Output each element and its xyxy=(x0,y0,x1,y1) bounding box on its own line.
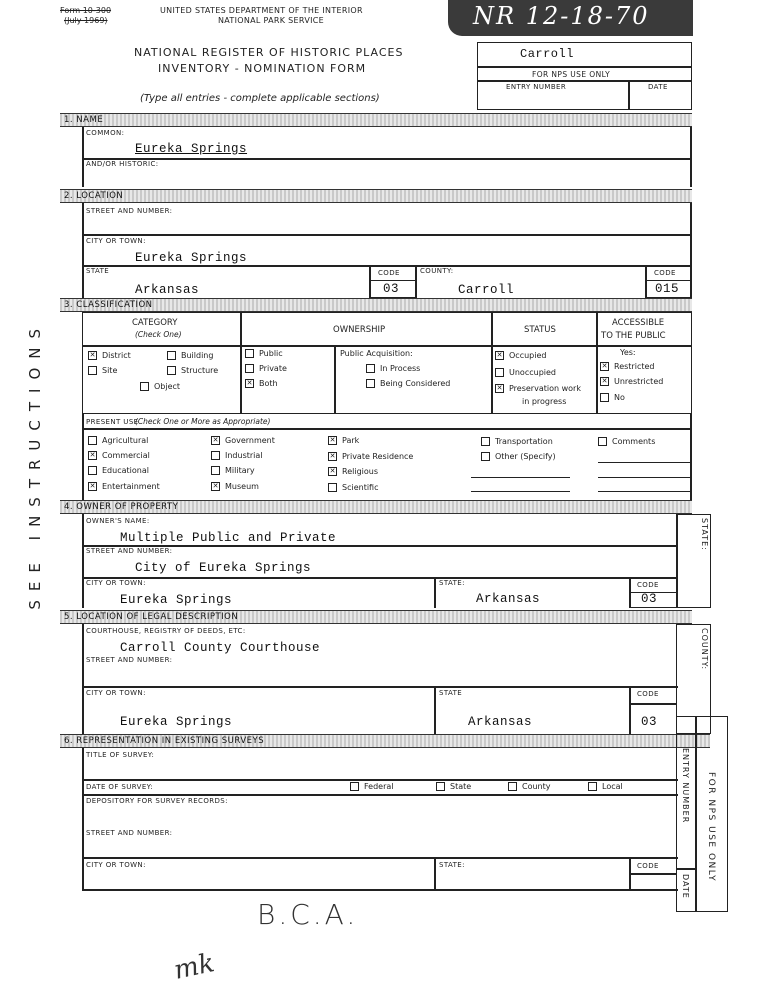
courthouse-label: COURTHOUSE, REGISTRY OF DEEDS, ETC: xyxy=(86,627,246,635)
checkbox-government[interactable]: ✕ Government xyxy=(211,436,275,445)
category-header: CATEGORY xyxy=(132,318,178,328)
entry-number-label: ENTRY NUMBER xyxy=(506,83,567,91)
handwritten-initials: B.C.A. xyxy=(257,898,359,931)
checkbox-no[interactable]: No xyxy=(600,393,625,402)
form-date: (July 1969) xyxy=(64,16,108,25)
courthouse-value: Carroll County Courthouse xyxy=(120,641,321,655)
form-number: Form 10-300 xyxy=(60,6,112,15)
checkbox-private[interactable]: Private xyxy=(245,364,287,373)
checkbox-educational[interactable]: Educational xyxy=(88,466,149,475)
checkbox-preservation-work[interactable]: ✕ Preservation work xyxy=(495,384,581,393)
county-value: Carroll xyxy=(458,283,515,297)
survey-state-label: STATE: xyxy=(439,861,465,869)
yes-label: Yes: xyxy=(620,348,636,357)
checkbox-occupied[interactable]: ✕ Occupied xyxy=(495,351,546,360)
city-value: Eureka Springs xyxy=(135,251,248,265)
historic-label: AND/OR HISTORIC: xyxy=(86,160,159,168)
survey-code-label: CODE xyxy=(637,862,659,870)
agency-line1: UNITED STATES DEPARTMENT OF THE INTERIOR xyxy=(160,6,363,15)
preservation-sub: in progress xyxy=(522,397,567,406)
owner-street-value: City of Eureka Springs xyxy=(135,561,312,575)
date-label: DATE xyxy=(648,83,668,91)
checkbox-restricted[interactable]: ✕ Restricted xyxy=(600,362,654,371)
stamp-text: NR 12-18-70 xyxy=(473,2,650,30)
legal-state-label: STATE xyxy=(439,689,463,697)
owner-code-value: 03 xyxy=(641,592,658,606)
section-5-header: 5. LOCATION OF LEGAL DESCRIPTION xyxy=(60,610,692,624)
category-sub: (Check One) xyxy=(135,330,182,339)
checkbox-unoccupied[interactable]: Unoccupied xyxy=(495,368,556,377)
legal-city-value: Eureka Springs xyxy=(120,715,233,729)
checkbox-federal[interactable]: Federal xyxy=(350,782,394,791)
checkbox-entertainment[interactable]: ✕ Entertainment xyxy=(88,482,160,491)
county-label: COUNTY: xyxy=(420,267,454,275)
checkbox-commercial[interactable]: ✕ Commercial xyxy=(88,451,150,460)
survey-title-label: TITLE OF SURVEY: xyxy=(86,751,155,759)
checkbox-comments[interactable]: Comments xyxy=(598,437,655,446)
owner-code-label: CODE xyxy=(637,581,659,589)
city-label: CITY OR TOWN: xyxy=(86,237,146,245)
checkbox-industrial[interactable]: Industrial xyxy=(211,451,263,460)
checkbox-military[interactable]: Military xyxy=(211,466,255,475)
state-label: STATE xyxy=(86,267,110,275)
checkbox-scientific[interactable]: Scientific xyxy=(328,483,379,492)
county-box-value: Carroll xyxy=(520,47,574,61)
public-acquisition-label: Public Acquisition: xyxy=(340,349,413,358)
form-instructions: (Type all entries - complete applicable sections) xyxy=(140,93,380,104)
present-use-sub: (Check One or More as Appropriate) xyxy=(135,417,271,426)
nps-use-side: FOR NPS USE ONLY xyxy=(706,772,716,883)
entry-number-side: ENTRY NUMBER xyxy=(681,748,690,824)
accessible-header-1: ACCESSIBLE xyxy=(612,318,665,328)
accessible-header-2: TO THE PUBLIC xyxy=(601,331,666,341)
owner-street-label: STREET AND NUMBER: xyxy=(86,547,173,555)
checkbox-agricultural[interactable]: Agricultural xyxy=(88,436,148,445)
owner-label: OWNER'S NAME: xyxy=(86,517,150,525)
status-header: STATUS xyxy=(524,325,556,335)
checkbox-object[interactable]: Object xyxy=(140,382,180,391)
checkbox-public[interactable]: Public xyxy=(245,349,283,358)
see-instructions: SEE INSTRUCTIONS xyxy=(26,320,44,610)
checkbox-building[interactable]: Building xyxy=(167,351,213,360)
checkbox-being-considered[interactable]: Being Considered xyxy=(366,379,450,388)
county-code: 015 xyxy=(655,282,680,296)
section-4-header: 4. OWNER OF PROPERTY xyxy=(60,500,692,514)
state-code-label: CODE xyxy=(378,269,400,277)
form-title-1: NATIONAL REGISTER OF HISTORIC PLACES xyxy=(134,46,404,59)
section-1-header: 1. NAME xyxy=(60,113,692,127)
nps-use-label: FOR NPS USE ONLY xyxy=(532,70,611,79)
street-label: STREET AND NUMBER: xyxy=(86,207,173,215)
agency-line2: NATIONAL PARK SERVICE xyxy=(218,16,324,25)
legal-state-value: Arkansas xyxy=(468,715,533,729)
common-value: Eureka Springs xyxy=(135,142,248,156)
owner-value: Multiple Public and Private xyxy=(120,531,337,545)
checkbox-other[interactable]: Other (Specify) xyxy=(481,452,556,461)
legal-code-label: CODE xyxy=(637,690,659,698)
checkbox-site[interactable]: Site xyxy=(88,366,117,375)
checkbox-transportation[interactable]: Transportation xyxy=(481,437,553,446)
state-side-label: STATE: xyxy=(700,518,709,551)
common-label: COMMON: xyxy=(86,129,125,137)
checkbox-county[interactable]: County xyxy=(508,782,551,791)
checkbox-district[interactable]: ✕ District xyxy=(88,351,131,360)
legal-city-label: CITY OR TOWN: xyxy=(86,689,146,697)
section-6-header: 6. REPRESENTATION IN EXISTING SURVEYS xyxy=(60,734,710,748)
owner-city-value: Eureka Springs xyxy=(120,593,233,607)
owner-city-label: CITY OR TOWN: xyxy=(86,579,146,587)
survey-street-label: STREET AND NUMBER: xyxy=(86,829,173,837)
survey-city-label: CITY OR TOWN: xyxy=(86,861,146,869)
handwritten-scribble: mk xyxy=(171,948,218,986)
county-code-label: CODE xyxy=(654,269,676,277)
county-side-label: COUNTY: xyxy=(700,628,709,671)
state-value: Arkansas xyxy=(135,283,200,297)
owner-state-value: Arkansas xyxy=(476,592,541,606)
state-code: 03 xyxy=(383,282,400,296)
section-3-header: 3. CLASSIFICATION xyxy=(60,298,692,312)
checkbox-park[interactable]: ✕ Park xyxy=(328,436,359,445)
survey-date-label: DATE OF SURVEY: xyxy=(86,783,154,791)
checkbox-state[interactable]: State xyxy=(436,782,471,791)
checkbox-private-residence[interactable]: ✕ Private Residence xyxy=(328,452,413,461)
checkbox-religious[interactable]: ✕ Religious xyxy=(328,467,378,476)
date-side: DATE xyxy=(681,874,690,899)
checkbox-in-process[interactable]: In Process xyxy=(366,364,420,373)
section-2-header: 2. LOCATION xyxy=(60,189,692,203)
checkbox-local[interactable]: Local xyxy=(588,782,623,791)
checkbox-museum[interactable]: ✕ Museum xyxy=(211,482,259,491)
legal-code-value: 03 xyxy=(641,715,658,729)
checkbox-unrestricted[interactable]: ✕ Unrestricted xyxy=(600,377,663,386)
depository-label: DEPOSITORY FOR SURVEY RECORDS: xyxy=(86,797,228,805)
checkbox-structure[interactable]: Structure xyxy=(167,366,218,375)
ownership-header: OWNERSHIP xyxy=(333,325,386,335)
nr-stamp xyxy=(448,0,693,36)
checkbox-both[interactable]: ✕ Both xyxy=(245,379,278,388)
legal-street-label: STREET AND NUMBER: xyxy=(86,656,173,664)
present-use-label: PRESENT USE xyxy=(86,418,139,426)
owner-state-label: STATE: xyxy=(439,579,465,587)
form-title-2: INVENTORY - NOMINATION FORM xyxy=(158,62,367,75)
